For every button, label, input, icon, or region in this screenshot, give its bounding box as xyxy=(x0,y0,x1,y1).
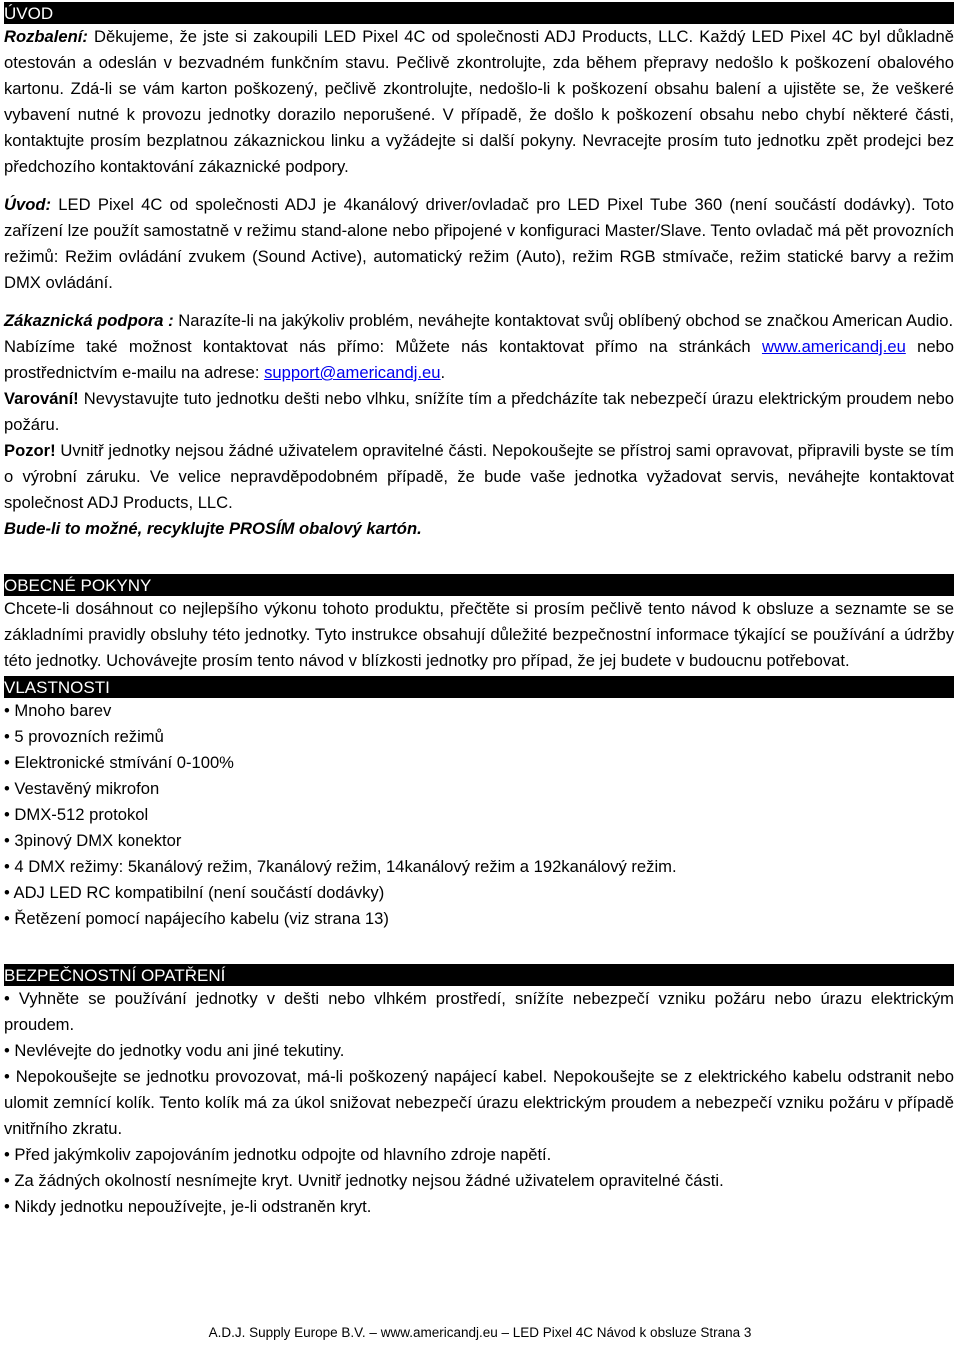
introduction-paragraph xyxy=(4,192,954,296)
caution-label: Pozor! xyxy=(4,441,56,460)
section-header-safety: BEZPEČNOSTNÍ OPATŘENÍ xyxy=(4,964,954,986)
unpacking-label: Rozbalení: xyxy=(4,27,88,46)
feature-item: • DMX-512 protokol xyxy=(4,805,149,824)
feature-item: • 4 DMX režimy: 5kanálový režim, 7kanálový režim, 14kanálový režim a 192kanálový režim. xyxy=(4,857,677,876)
feature-item: • Mnoho barev xyxy=(4,701,112,720)
feature-item: • Vestavěný mikrofon xyxy=(4,779,160,798)
features-list xyxy=(4,698,954,932)
contact-paragraph xyxy=(4,334,954,386)
caution-paragraph xyxy=(4,438,954,516)
website-link[interactable]: www.americandj.eu xyxy=(761,337,906,356)
unpacking-text: Děkujeme, že jste si zakoupili LED Pixel 4C od společnosti ADJ Products, LLC. Každý LED Pixel 4C byl důkladně otestován a odeslán v bezvadném funkčním stavu. Pečlivě zkontrolujte, zda během přepravy nedošlo k poškození obalového kartonu. Zdá-li se vám karton poškozený, pečlivě zkontrolujte, nedošlo-li k poškození obsahu balení a ujistěte se, že veškeré vybavení nutné k provozu jednotky dorazilo neporušené. V případě, že došlo k poškození obsahu nebo chybí některé části, kontaktujte prosím bezplatnou zákaznickou linku a vyžádejte si další pokyny. Nevracejte prosím tuto jednotku zpět prodejci bez předchozího kontaktování zákaznické podpory. xyxy=(4,27,954,176)
email-link[interactable]: support@americandj.eu xyxy=(264,363,441,382)
feature-item: • ADJ LED RC kompatibilní (není součástí dodávky) xyxy=(4,883,385,902)
warning-text: Nevystavujte tuto jednotku dešti nebo vlhku, snížíte tím a předcházíte tak nebezpečí úrazu elektrickým proudem nebo požáru. xyxy=(4,389,954,434)
introduction-label: Úvod: xyxy=(4,195,52,214)
support-label: Zákaznická podpora : xyxy=(4,311,174,330)
contact-text-3: . xyxy=(440,363,446,382)
safety-item: • Před jakýmkoliv zapojováním jednotku odpojte od hlavního zdroje napětí. xyxy=(4,1145,552,1164)
safety-item: • Nikdy jednotku nepoužívejte, je-li odstraněn kryt. xyxy=(4,1197,372,1216)
feature-item: • Elektronické stmívání 0-100% xyxy=(4,753,234,772)
page-footer xyxy=(0,1324,960,1342)
contact-text-2: nebo prostřednictvím e-mailu na adrese: xyxy=(4,337,955,382)
feature-item: • Řetězení pomocí napájecího kabelu (viz strana 13) xyxy=(4,909,389,928)
safety-list xyxy=(4,986,954,1220)
contact-text-1: Nabízíme také možnost kontaktovat nás přímo: Můžete nás kontaktovat přímo na stránkách xyxy=(4,337,762,356)
section-header-general: OBECNÉ POKYNY xyxy=(4,574,954,596)
support-text: Narazíte-li na jakýkoliv problém, neváhejte kontaktovat svůj oblíbený obchod se značkou American Audio. xyxy=(173,311,954,330)
safety-item: • Nepokoušejte se jednotku provozovat, má-li poškozený napájecí kabel. Nepokoušejte se z elektrického kabelu odstranit nebo ulomit zemnící kolík. Tento kolík má za úkol snižovat nebezpečí úrazu elektrickým proudem a nebezpečí vzniku požáru v případě vnitřního zkratu. xyxy=(4,1067,954,1138)
section-header-intro: ÚVOD xyxy=(4,2,954,24)
safety-item: • Za žádných okolností nesnímejte kryt. Uvnitř jednotky nejsou žádné uživatelem opravitelné části. xyxy=(4,1171,724,1190)
unpacking-paragraph xyxy=(4,24,954,180)
feature-item: • 3pinový DMX konektor xyxy=(4,831,182,850)
safety-item: • Vyhněte se používání jednotky v dešti nebo vlhkém prostředí, snížíte nebezpečí vzniku požáru nebo úrazu elektrickým proudem. xyxy=(4,989,954,1034)
general-paragraph: Chcete-li dosáhnout co nejlepšího výkonu tohoto produktu, přečtěte si prosím pečlivě tento návod k obsluze a seznamte se se základními pravidly obsluhy této jednotky. Tyto instrukce obsahují důležité bezpečnostní informace týkající se používání a údržby této jednotky. Uchovávejte prosím tento návod v blízkosti jednotky pro případ, že jej budete v budoucnu potřebovat. xyxy=(4,599,954,670)
safety-item: • Nevlévejte do jednotky vodu ani jiné tekutiny. xyxy=(4,1041,345,1060)
section-header-features: VLASTNOSTI xyxy=(4,676,954,698)
recycle-note: Bude-li to možné, recyklujte PROSÍM obalový kartón. xyxy=(4,519,422,538)
caution-text: Uvnitř jednotky nejsou žádné uživatelem opravitelné části. Nepokoušejte se přístroj sami opravovat, připravili byste se tím o výrobní záruku. Ve velice nepravděpodobném případě, že bude vaše jednotka vyžadovat servis, neváhejte kontaktovat společnost ADJ Products, LLC. xyxy=(4,441,954,512)
footer-text: A.D.J. Supply Europe B.V. – www.americandj.eu – LED Pixel 4C Návod k obsluze Strana 3 xyxy=(208,1325,752,1340)
support-paragraph xyxy=(4,308,954,334)
warning-label: Varování! xyxy=(4,389,79,408)
introduction-text: LED Pixel 4C od společnosti ADJ je 4kanálový driver/ovladač pro LED Pixel Tube 360 (není součástí dodávky). Toto zařízení lze použít samostatně v režimu stand-alone nebo připojené v konfiguraci Master/Slave. Tento ovladač má pět provozních režimů: Režim ovládání zvukem (Sound Active), automatický režim (Auto), režim RGB stmívače, režim statické barvy a režim DMX ovládání. xyxy=(4,195,954,292)
feature-item: • 5 provozních režimů xyxy=(4,727,164,746)
document-page xyxy=(4,0,954,1220)
warning-paragraph xyxy=(4,386,954,438)
